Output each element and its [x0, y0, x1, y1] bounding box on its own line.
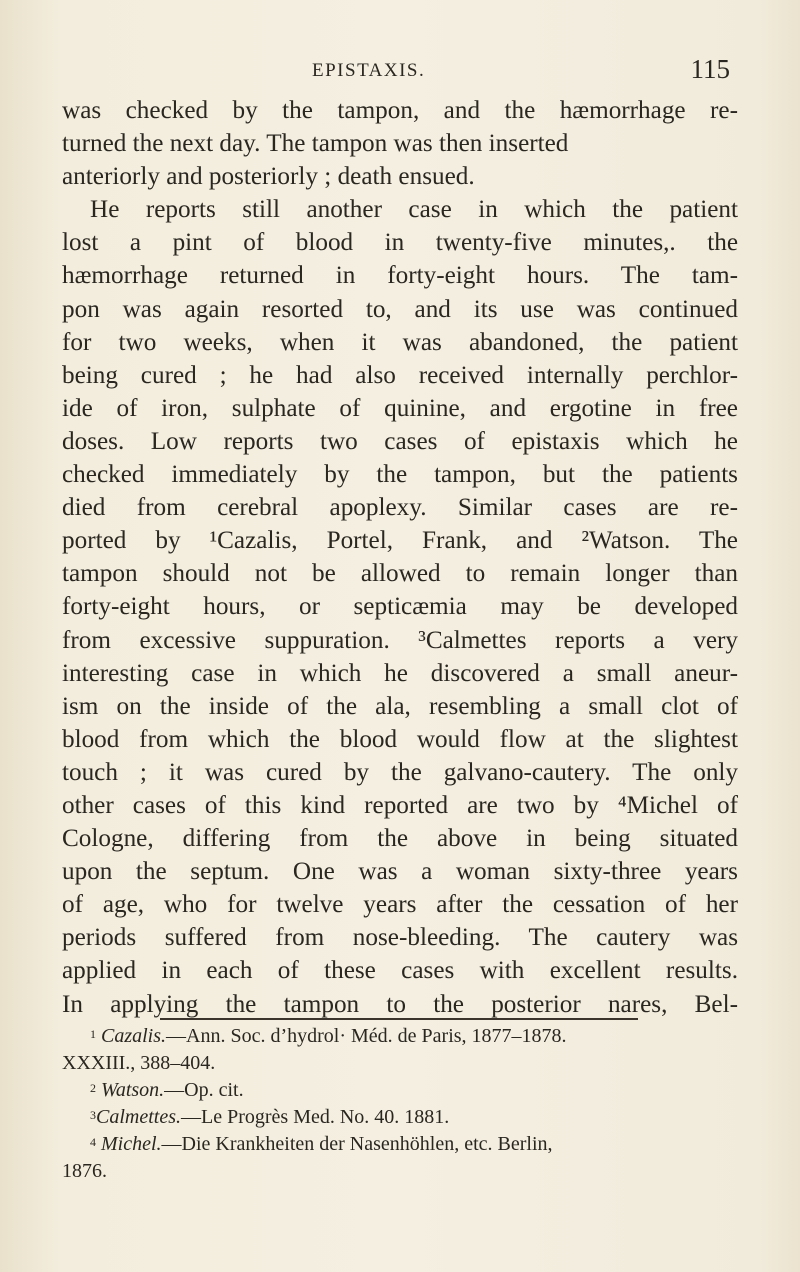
- page-header: [312, 54, 730, 92]
- text-line: hæmorrhage returned in forty-eight hours. The tam-: [62, 262, 738, 290]
- footnote-author: Calmettes.: [96, 1106, 181, 1128]
- footnote-marker: 2: [90, 1081, 96, 1095]
- page-number: 115: [690, 54, 730, 84]
- text-line: forty-eight hours, or septicæmia may be developed: [62, 593, 738, 621]
- text-line: ism on the inside of the ala, resembling a small clot of: [62, 692, 738, 720]
- text-line: lost a pint of blood in twenty-five minutes,. the: [62, 229, 738, 257]
- footnote-1: [62, 1023, 742, 1050]
- text-line: He reports still another case in which the patient: [90, 196, 738, 224]
- footnotes: [62, 1023, 742, 1185]
- footnote-3: [62, 1104, 742, 1131]
- text-line: In applying the tampon to the posterior nares, Bel-: [62, 990, 738, 1018]
- text-line: of age, who for twelve years after the cessation of her: [62, 891, 738, 919]
- footnote-author: Watson.: [101, 1079, 165, 1101]
- text-line: periods suffered from nose-bleeding. The cautery was: [62, 924, 738, 952]
- footnote-author: Michel.: [101, 1133, 162, 1155]
- text-line: applied in each of these cases with excellent results.: [62, 957, 738, 985]
- footnote-text: —Op. cit.: [164, 1079, 244, 1101]
- footnote-text: —Ann. Soc. d’hydrol· Méd. de Paris, 1877–1878.: [166, 1025, 567, 1047]
- text-line: anteriorly and posteriorly ; death ensued.: [62, 163, 475, 191]
- footnote-1-continuation: XXXIII., 388–404.: [62, 1052, 216, 1074]
- text-line: checked immediately by the tampon, but the patients: [62, 461, 738, 489]
- text-line: died from cerebral apoplexy. Similar cases are re-: [62, 494, 738, 522]
- footnote-text: —Le Progrès Med. No. 40. 1881.: [181, 1106, 450, 1128]
- text-line: was checked by the tampon, and the hæmorrhage re-: [62, 97, 738, 124]
- text-line: ported by ¹Cazalis, Portel, Frank, and ²Watson. The: [62, 527, 738, 555]
- text-line: pon was again resorted to, and its use was continued: [62, 295, 738, 323]
- footnote-marker: 4: [90, 1135, 96, 1149]
- footnote-4-continuation: 1876.: [62, 1160, 107, 1182]
- text-line: blood from which the blood would flow at the slightest: [62, 725, 738, 753]
- text-line: from excessive suppuration. ³Calmettes reports a very: [62, 626, 738, 654]
- text-line: tampon should not be allowed to remain longer than: [62, 560, 738, 588]
- footnote-marker: 3: [90, 1108, 96, 1122]
- text-line: touch ; it was cured by the galvano-cautery. The only: [62, 758, 738, 786]
- text-line: other cases of this kind reported are two by ⁴Michel of: [62, 791, 738, 819]
- text-line: doses. Low reports two cases of epistaxis which he: [62, 427, 738, 455]
- footnote-4: [62, 1131, 742, 1158]
- footnote-marker: 1: [90, 1027, 96, 1041]
- footnote-divider: [160, 1018, 638, 1020]
- text-line: turned the next day. The tampon was then inserted: [62, 130, 569, 158]
- footnote-text: —Die Krankheiten der Nasenhöhlen, etc. Berlin,: [161, 1133, 553, 1155]
- running-head: EPISTAXIS.: [312, 60, 426, 81]
- footnote-2: [62, 1077, 742, 1104]
- text-line: for two weeks, when it was abandoned, the patient: [62, 328, 738, 356]
- body-text: [62, 94, 738, 1021]
- footnote-author: Cazalis.: [101, 1025, 167, 1047]
- text-line: upon the septum. One was a woman sixty-three years: [62, 858, 738, 886]
- text-line: Cologne, differing from the above in being situated: [62, 825, 738, 853]
- text-line: interesting case in which he discovered a small aneur-: [62, 659, 738, 687]
- text-line: ide of iron, sulphate of quinine, and ergotine in free: [62, 394, 738, 422]
- text-line: being cured ; he had also received internally perchlor-: [62, 361, 738, 389]
